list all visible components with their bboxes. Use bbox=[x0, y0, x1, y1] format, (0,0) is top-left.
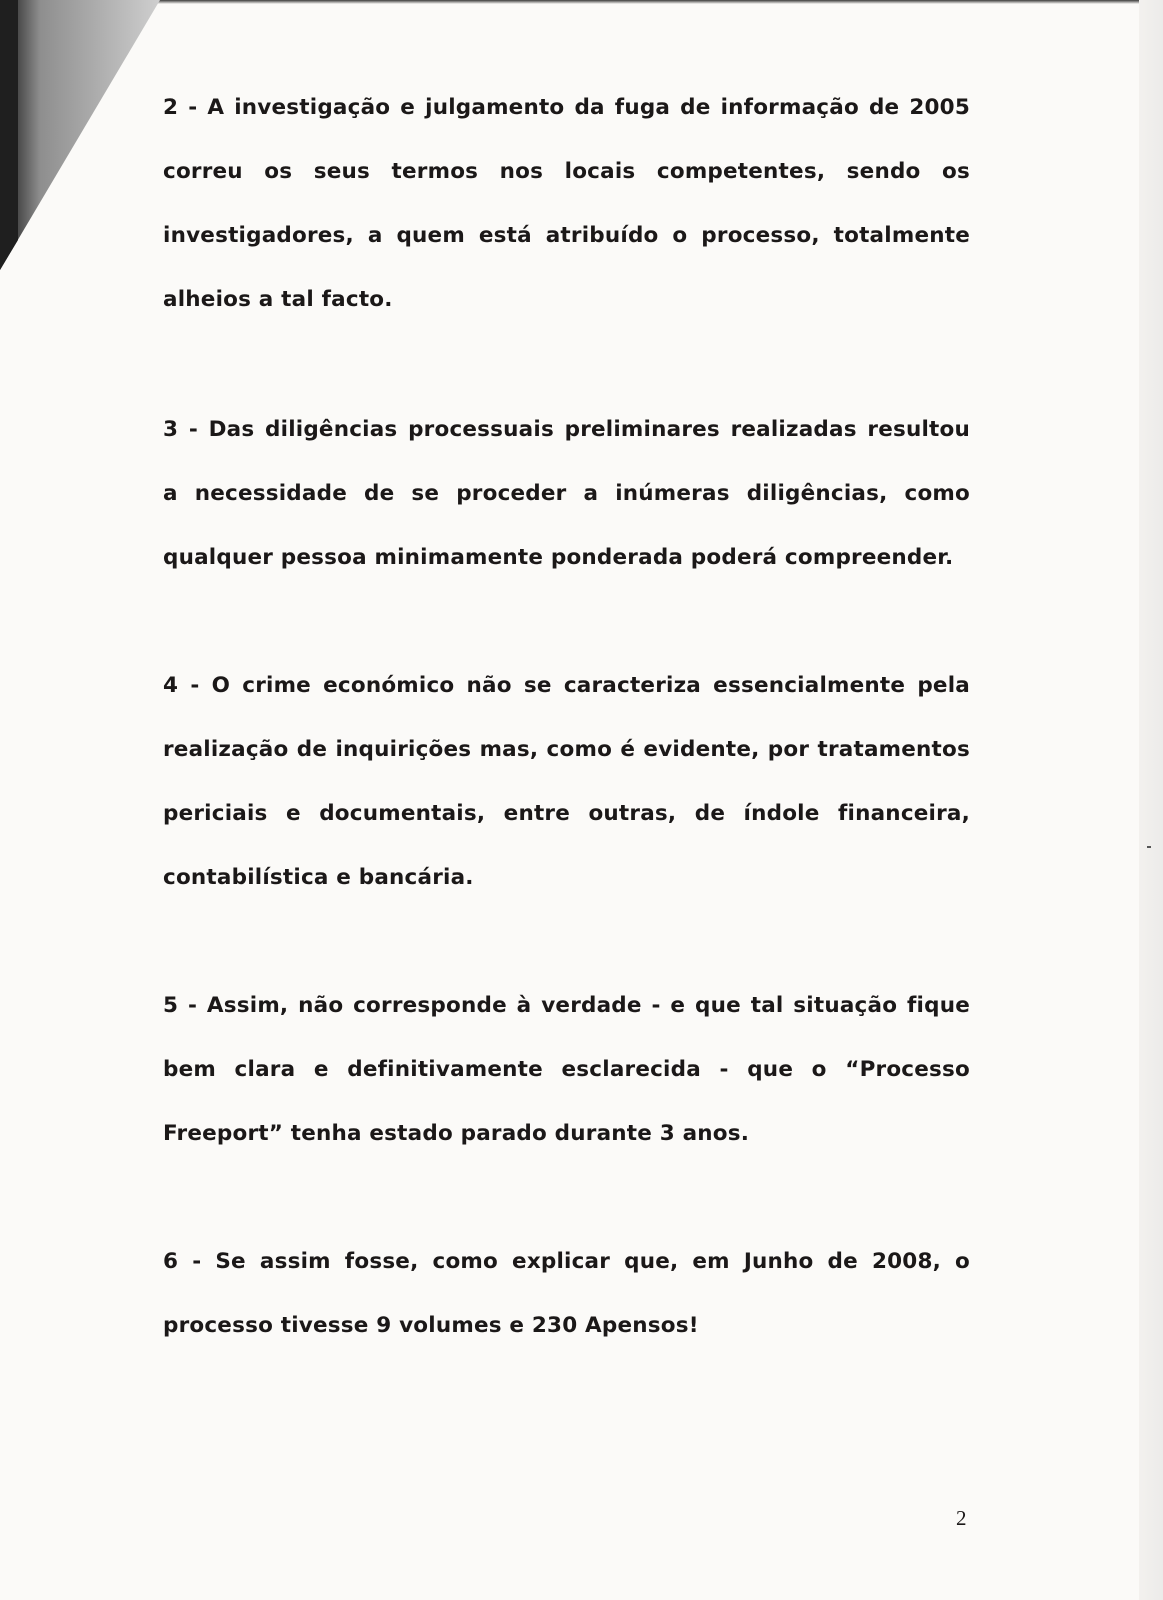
fold-shadow bbox=[0, 0, 160, 270]
page-number: 2 bbox=[956, 1506, 967, 1530]
fold-dark-edge bbox=[0, 0, 18, 270]
paragraph-2: 2 - A investigação e julgamento da fuga de informação de 2005 correu os seus termos nos locais competentes, sendo os investigadores, a quem está atribuído o processo, totalmente alheios a tal facto. bbox=[163, 95, 970, 312]
paragraph-3: 3 - Das diligências processuais preliminares realizadas resultou a necessidade de se proceder a inúmeras diligências, como qualquer pessoa minimamente ponderada poderá compreender. bbox=[163, 417, 970, 570]
scan-speck bbox=[1147, 846, 1151, 848]
paragraph-6: 6 - Se assim fosse, como explicar que, em Junho de 2008, o processo tivesse 9 volumes e 230 Apensos! bbox=[163, 1249, 970, 1338]
scan-right-edge bbox=[1139, 0, 1163, 1600]
paragraph-4: 4 - O crime económico não se caracteriza essencialmente pela realização de inquirições mas, como é evidente, por tratamentos periciais e documentais, entre outras, de índole financeira, contabilística e bancária. bbox=[163, 673, 970, 890]
paragraph-5: 5 - Assim, não corresponde à verdade - e que tal situação fique bem clara e definitivamente esclarecida - que o “Processo Freeport” tenha estado parado durante 3 anos. bbox=[163, 993, 970, 1146]
scan-top-edge bbox=[150, 0, 1163, 4]
